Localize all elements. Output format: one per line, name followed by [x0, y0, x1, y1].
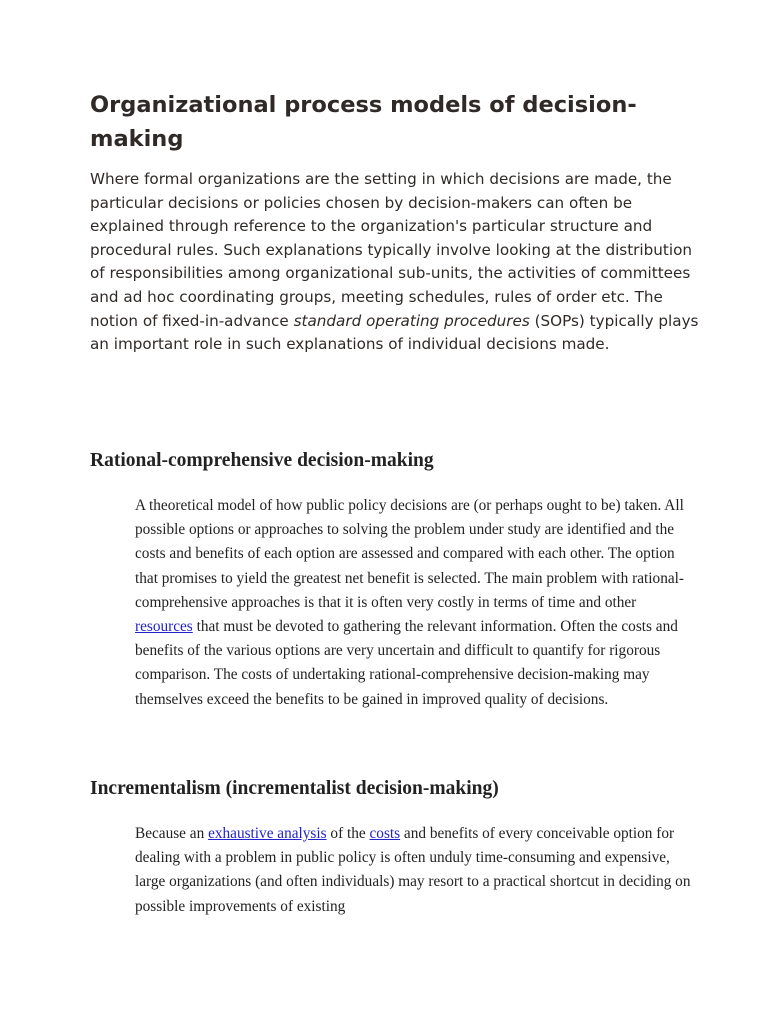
section-body-rational: [135, 494, 695, 712]
intro-emphasis: standard operating procedures: [293, 311, 530, 330]
costs-link[interactable]: costs: [369, 825, 401, 842]
incremental-text-3: and benefits of every conceivable option for dealing with a problem in public policy is often unduly time-consuming and expensive, large organizations (and often individuals) may resort to a practical shortcut in deciding on possible improvements of existing: [135, 825, 691, 915]
section-heading-incrementalism: Incrementalism (incrementalist decision-making): [90, 778, 499, 799]
intro-text-end: (SOPs) typically plays an important role in such explanations of individual decisions made.: [90, 311, 699, 354]
rational-text-2: that must be devoted to gathering the relevant information. Often the costs and benefits of the various options are very uncertain and difficult to quantify for rigorous comparison. The costs of undertaking rational-comprehensive decision-making may themselves exceed the benefits to be gained in improved quality of decisions.: [135, 618, 678, 708]
exhaustive-analysis-link[interactable]: exhaustive analysis: [208, 825, 327, 842]
rational-text-1: A theoretical model of how public policy decisions are (or perhaps ought to be) taken. All possible options or approaches to solving the problem under study are identified and the costs and benefits of each option are assessed and compared with each other. The option that promises to yield the greatest net benefit is selected. The main problem with rational-comprehensive approaches is that it is often very costly in terms of time and other: [135, 497, 684, 611]
section-body-incrementalism: [135, 822, 695, 919]
intro-text-start: Where formal organizations are the setting in which decisions are made, the particular decisions or policies chosen by decision-makers can often be explained through reference to the organization's particular structure and procedural rules. Such explanations typically involve looking at the distribution of responsibilities among organizational sub-units, the activities of committees and ad hoc coordinating groups, meeting schedules, rules of order etc. The notion of fixed-in-advance: [90, 170, 692, 330]
section-heading-rational: Rational-comprehensive decision-making: [90, 450, 434, 471]
incremental-text-1: Because an: [135, 825, 209, 842]
page-title: Organizational process models of decision-making: [90, 92, 637, 152]
intro-paragraph: [90, 168, 700, 357]
incremental-text-2: of the: [326, 825, 370, 842]
resources-link[interactable]: resources: [135, 618, 193, 636]
